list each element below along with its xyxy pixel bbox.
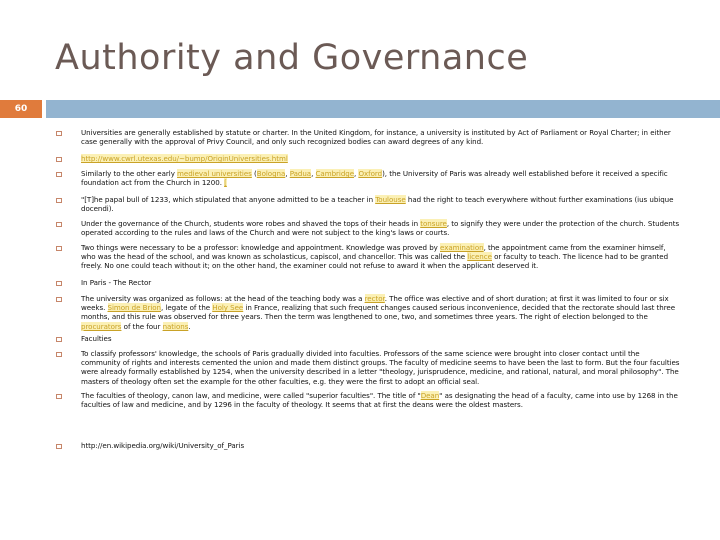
bullet-icon: [56, 394, 62, 399]
bullet-icon: [56, 337, 62, 342]
bullet-text: [81, 441, 681, 450]
text-run: Similarly to the other early: [81, 169, 178, 178]
bullet-text: [81, 219, 681, 237]
hyperlink[interactable]: medieval universities: [177, 169, 252, 178]
text-run: The university was organized as follows: at the head of the teaching body was a: [81, 294, 365, 303]
text-run: "[T]he papal bull of 1233, which stipulated that anyone admitted to be a teacher in: [81, 195, 376, 204]
hyperlink[interactable]: Dean: [420, 391, 440, 400]
hyperlink[interactable]: procurators: [81, 321, 122, 331]
bullet-icon: [56, 222, 62, 227]
bullet-text: [81, 195, 681, 213]
hyperlink[interactable]: Oxford: [358, 169, 383, 178]
bullet-text: [81, 349, 681, 386]
hyperlink[interactable]: Holy See: [212, 303, 244, 313]
bullet-icon: [56, 246, 62, 251]
text-run: ,: [354, 169, 359, 178]
text-run: Under the governance of the Church, students wore robes and shaved the tops of their heads in: [81, 219, 421, 228]
hyperlink[interactable]: http://www.cwrl.utexas.edu/~bump/OriginUniversities.html: [81, 154, 288, 163]
text-run: , the appointment came from the examiner himself, who was the head of the school, and was known as scholasticus, capiscol, and chancellor. This was called the: [81, 243, 666, 262]
bullet-text: [81, 294, 681, 331]
text-run: in France, realizing that such frequent changes caused serious inconvenience, decided that the rectorate should last three months, and this rule was observed for three years. Then the term was lengthened to one, two, and sometimes three years. The right of election belonged to the: [81, 303, 676, 322]
bullet-icon: [56, 198, 62, 203]
text-run: The faculties of theology, canon law, and medicine, were called "superior faculties". The title of ": [81, 391, 421, 400]
hyperlink[interactable]: [: [224, 178, 227, 188]
bullet-text: [81, 169, 681, 187]
hyperlink[interactable]: rector: [364, 294, 385, 303]
hyperlink[interactable]: Bologna: [256, 169, 286, 178]
hyperlink[interactable]: Toulouse: [375, 195, 406, 204]
bullet-text: [81, 278, 681, 287]
bullet-text: [81, 334, 681, 343]
hyperlink[interactable]: Simon de Brion: [107, 303, 161, 313]
hyperlink[interactable]: examination: [440, 243, 484, 252]
text-run: In Paris - The Rector: [81, 278, 152, 287]
hyperlink[interactable]: licence: [467, 252, 492, 262]
bullet-icon: [56, 352, 62, 357]
text-run: .: [188, 321, 191, 331]
bullet-icon: [56, 444, 62, 449]
bullet-text: [81, 128, 681, 146]
text-run: Faculties: [81, 334, 112, 343]
slide-number: 60: [0, 100, 42, 118]
bullet-icon: [56, 297, 62, 302]
text-run: To classify professors' knowledge, the schools of Paris gradually divided into faculties. Professors of the same science were brought into closer contact until the community of rights and interests cemented the union and made them distinct groups. The faculty of medicine seems to have been the last to form. But the four faculties were already formally established by 1254, when the university described in a letter "theology, jurisprudence, medicine, and rational, natural, and moral philosophy". The masters of theology often set the example for the other faculties, e.g. they were the first to adopt an official seal.: [81, 349, 680, 386]
bullet-icon: [56, 172, 62, 177]
text-run: " as designating the head of a faculty, came into use by 1268 in the faculties of law and medicine, and by 1296 in the faculty of theology. It seems that at first the deans were the oldest masters.: [81, 391, 678, 410]
hyperlink[interactable]: tonsure: [420, 219, 447, 228]
text-run: had the right to teach everywhere without further examinations (ius ubique docendi).: [81, 195, 674, 214]
text-run: Universities are generally established by statute or charter. In the United Kingdom, for instance, a university is instituted by Act of Parliament or Royal Charter; in either case generally with the approval of Privy Council, and only such recognized bodies can award degrees of any kind.: [81, 128, 671, 147]
text-run: ), the University of Paris was already well established before it received a specific foundation act from the Church in 1200.: [81, 169, 668, 188]
text-run: http://en.wikipedia.org/wiki/University_of_Paris: [81, 441, 245, 450]
text-run: Two things were necessary to be a professor: knowledge and appointment. Knowledge was proved by: [81, 243, 441, 252]
header-bar: [46, 100, 720, 118]
text-run: . The office was elective and of short duration; at first it was limited to four or six weeks.: [81, 294, 669, 313]
bullet-icon: [56, 131, 62, 136]
bullet-icon: [56, 281, 62, 286]
text-run: (: [251, 169, 257, 178]
hyperlink[interactable]: nations: [162, 321, 189, 331]
text-run: of the four: [121, 321, 163, 331]
slide-title: Authority and Governance: [55, 38, 529, 78]
text-run: or faculty to teach. The licence had to be granted freely. No one could teach without it; on the other hand, the examiner could not refuse to award it when the applicant deserved it.: [81, 252, 669, 271]
text-run: ,: [285, 169, 290, 178]
text-run: ,: [311, 169, 316, 178]
hyperlink[interactable]: Cambridge: [315, 169, 355, 178]
text-run: , legate of the: [161, 303, 213, 313]
bullet-icon: [56, 157, 62, 162]
bullet-text: [81, 391, 681, 409]
text-run: , to signify they were under the protection of the church. Students operated according to the rules and laws of the Church and were not subject to the king's laws or courts.: [81, 219, 680, 238]
hyperlink[interactable]: Padua: [289, 169, 312, 178]
bullet-link[interactable]: [81, 154, 681, 163]
bullet-text: [81, 243, 681, 271]
